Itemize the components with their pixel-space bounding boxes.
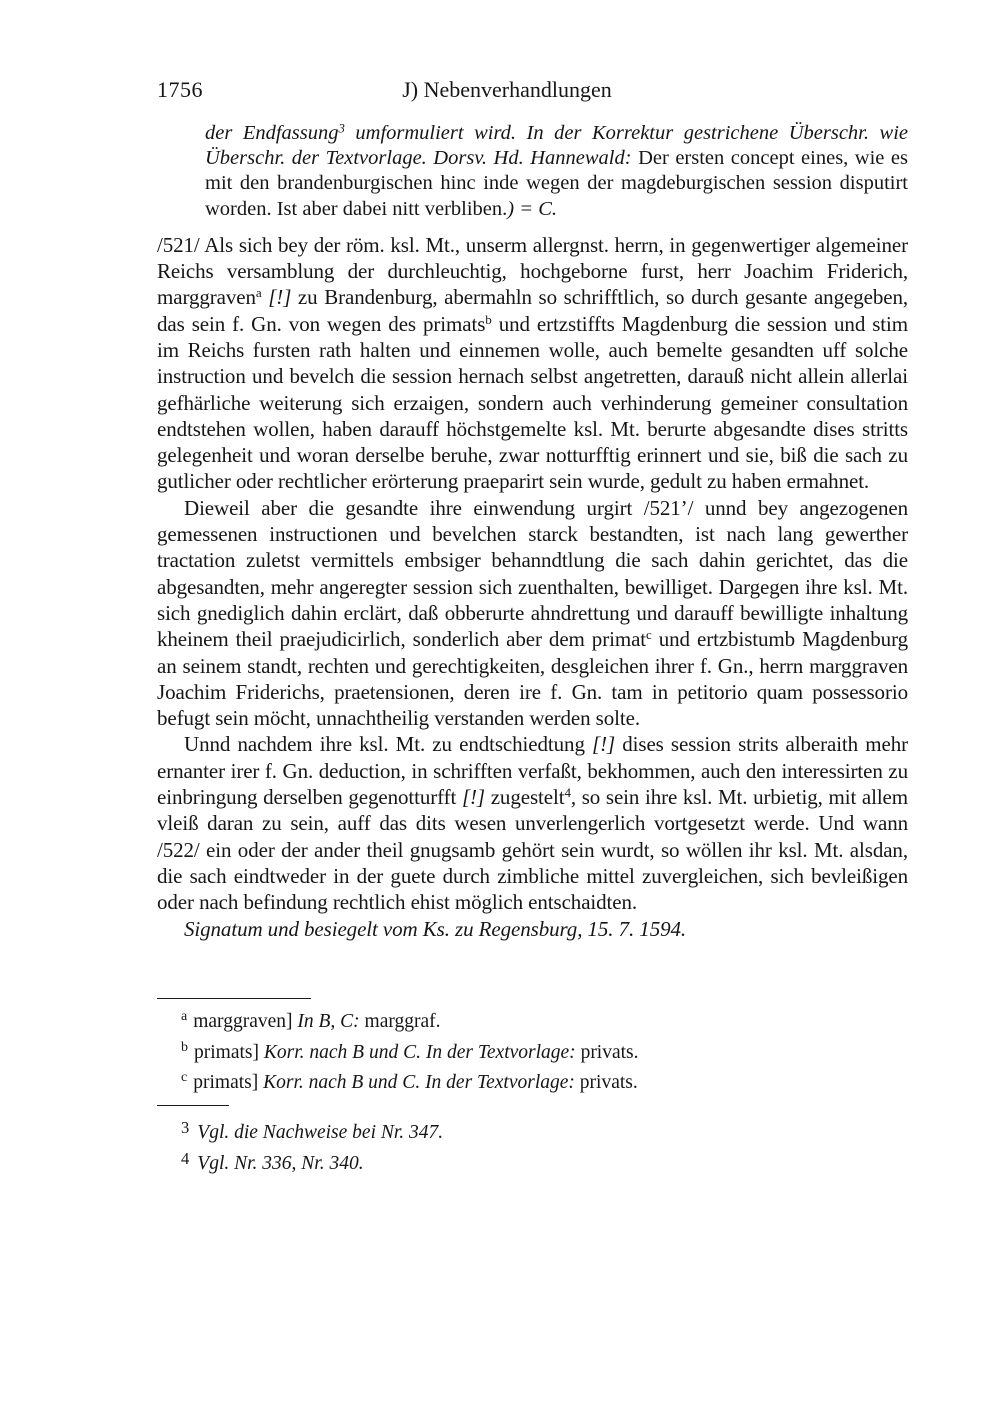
text-segment: zugestelt (485, 785, 565, 810)
text-segment: b (485, 311, 492, 327)
text-segment: Der ersten concept eines, wie es mit den brandenburgischen hinc inde wegen der magdeburgischen session disputirt worden. Ist aber dabei nitt verbliben. (205, 147, 908, 220)
text-segment: In B, C: (297, 1010, 360, 1032)
text-segment: [!] (261, 285, 292, 310)
text-segment: [!] (592, 732, 616, 757)
text-segment: marggraven] (193, 1010, 298, 1032)
text-segment: marggraf. (359, 1010, 441, 1032)
text-segment: Unnd nachdem ihre ksl. Mt. zu endtschiedtung (184, 732, 593, 757)
footnote-marker-b: b (181, 1038, 189, 1055)
footnote-4 (157, 1146, 908, 1177)
signature-line (157, 916, 908, 942)
text-segment: 3 (338, 121, 345, 136)
footnote-text-b (194, 1042, 639, 1063)
text-segment: und ertzbistumb Magdenburg an seinem standt, rechten und gerechtigkeiten, desgleichen ihrer f. Gn., herrn marggraven Joachim Friderichs, praetensionen, deren ire f. Gn. tam in petitorio quam possessorio befugt sein möcht, unnachtheilig verstanden werden solte. (157, 627, 908, 731)
text-segment: ) = C. (507, 197, 557, 220)
footnote-separator-rule-numbers (157, 1105, 229, 1106)
footnotes-section (157, 998, 908, 1177)
text-segment: privats. (575, 1041, 639, 1063)
footnote-3 (157, 1115, 908, 1146)
page-number: 1756 (157, 77, 203, 102)
footnote-text-4 (197, 1153, 363, 1174)
footnote-separator-rule-letters (157, 998, 311, 999)
letter-footnotes-group (157, 1004, 908, 1096)
text-segment: , so sein ihre ksl. Mt. urbietig, mit allem vleiß daran zu sein, auff das dits wesen unverlengerlich vortgesetzt werde. Und wann /522/ ein oder der ander theil gnugsamb gehört sein wurdt, so wöllen ihr ksl. Mt. alsdan, die sach eindtweder in der guete durch zimbliche mittel zuvergleichen, sich bevleißigen oder nach befindung rechtlich ehist möglich entschaidten. (157, 785, 909, 915)
text-segment: a (255, 285, 262, 301)
text-segment: zu Brandenburg, abermahln so schrifftlich, so durch gesante angegeben, das sein f. Gn. von wegen des primats (157, 285, 908, 336)
text-segment: 4 (564, 785, 571, 801)
footnote-c (157, 1065, 908, 1096)
footnote-text-c (193, 1072, 638, 1093)
text-segment: Dieweil aber die gesandte ihre einwendung urgirt /521’/ unnd bey angezogenen gemessenen instructionen und bevelchen starck bestandten, ist nach lang gewerther tractation zuletst vermittels embsiger behanndtlung die sach dahin gerichtet, das die abgesandten, mehr angeregter session sich zuenthalten, bewilliget. Dargegen ihre ksl. Mt. sich gnediglich dahin erclärt, daß obberurte ahndrettung und darauff bewilligte inhaltung kheinem theil praejudicirlich, sonderlich aber dem primat (157, 495, 908, 652)
text-segment: primats] (193, 1072, 264, 1094)
text-segment: umformuliert wird. In der Korrektur gestrichene Überschr. wie Überschr. der Textvorlage. Dorsv. Hd. Hannewald: (205, 122, 908, 170)
text-segment: /521/ Als sich bey der röm. ksl. Mt., unserm allergnst. herrn, in gegenwertiger algemeiner Reichs versamblung der durchleuchtig, hochgeborne furst, herr Joachim Friderich, marggraven (157, 232, 908, 310)
running-head (157, 76, 908, 104)
number-footnotes-group (157, 1115, 908, 1177)
footnote-marker-c: c (181, 1069, 188, 1086)
footnote-text-3 (197, 1122, 443, 1143)
footnote-b (157, 1035, 908, 1066)
text-segment: Korr. nach B und C. In der Textvorlage: (263, 1072, 575, 1094)
headnote-text (205, 121, 908, 222)
text-segment: Korr. nach B und C. In der Textvorlage: (263, 1041, 576, 1063)
text-segment: [!] (461, 785, 486, 810)
body-paragraph-2 (157, 495, 908, 732)
text-segment: und ertzstiffts Magdenburg die session und stim im Reichs fursten rath halten und einnemen wolle, auch bemelte gesandten uff solche instruction und bevelch die session hernach selbst angetretten, darauß nicht allein allerlai gefhärliche weiterung sich erzaigen, sondern auch verhinderung gemeiner consultation endtstehen wollen, haben darauff höchstgemelte ksl. Mt. berurte abgesandte dises stritts gelegenheit und woran derselbe beruhe, zwar notturfftig erinnert und sie, biß die sach zu gutlicher oder rechtlicher erörterung praeparirt sein wurde, gedult zu haben ermahnet. (157, 311, 908, 494)
editorial-headnote (157, 121, 908, 222)
document-body (157, 232, 908, 942)
footnote-a (157, 1004, 908, 1035)
text-segment: Vgl. Nr. 336, Nr. 340. (197, 1153, 364, 1174)
footnote-marker-a: a (181, 1007, 188, 1024)
footnote-text-a (193, 1011, 440, 1032)
text-segment: c (646, 627, 652, 643)
text-segment: dises session strits alberaith mehr ernanter irer f. Gn. deduction, in schrifften verfaßt, bekhommen, auch den interessirten zu einbringung derselben gegenotturfft (157, 732, 908, 810)
footnote-marker-4: 4 (181, 1149, 190, 1169)
body-paragraph-1 (157, 232, 908, 495)
text-segment: primats] (194, 1041, 264, 1063)
text-segment: der Endfassung (205, 122, 339, 144)
text-segment: Signatum und besiegelt vom Ks. zu Regensburg, 15. 7. 1594. (184, 916, 687, 941)
text-segment: privats. (574, 1072, 638, 1094)
footnote-marker-3: 3 (181, 1118, 190, 1138)
text-segment: Vgl. die Nachweise bei Nr. 347. (197, 1122, 444, 1144)
running-header-title: J) Nebenverhandlungen (402, 77, 612, 102)
body-paragraph-3 (157, 731, 908, 915)
